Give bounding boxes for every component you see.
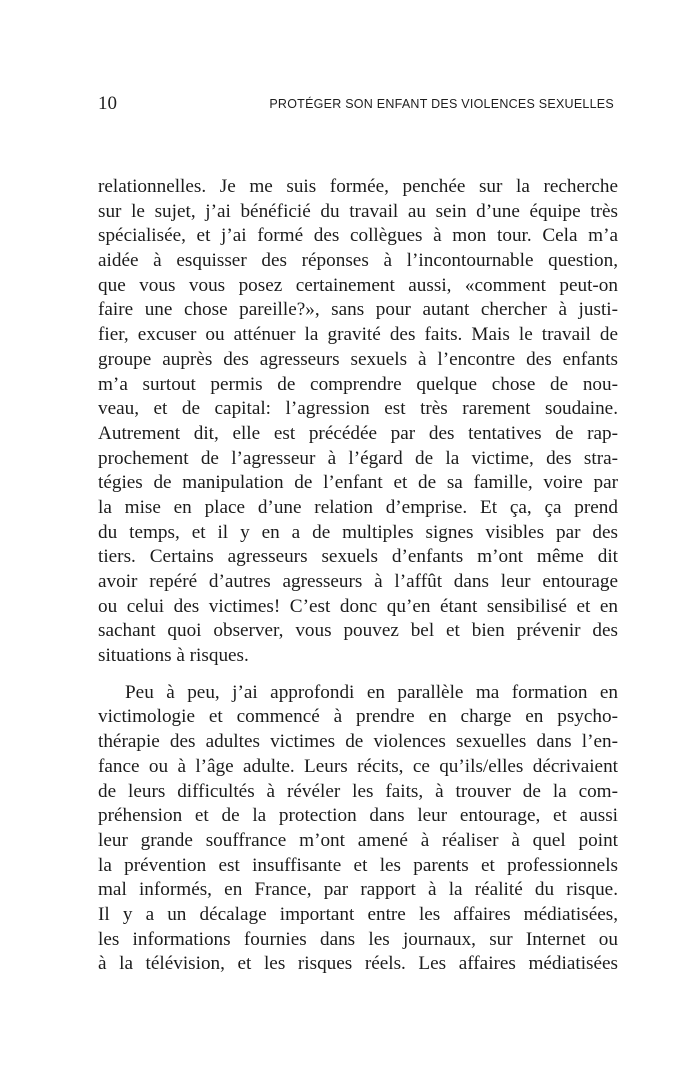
text-line: thérapie des adultes victimes de violences sexuelles dans l’en- <box>98 731 618 753</box>
paragraph-spacer <box>98 669 618 681</box>
text-line: la prévention est insuffisante et les parents et professionnels <box>98 854 618 876</box>
text-line: tiers. Certains agresseurs sexuels d’enfants m’ont même dit <box>98 546 618 568</box>
text-line: m’a surtout permis de comprendre quelque chose de nou- <box>98 373 618 395</box>
text-line: aidée à esquisser des réponses à l’incontournable question, <box>98 250 618 272</box>
text-line: les informations fournies dans les journaux, sur Internet ou <box>98 928 618 950</box>
text-line: tégies de manipulation de l’enfant et de sa famille, voire par <box>98 472 618 494</box>
text-line: prochement de l’agresseur à l’égard de la victime, des stra- <box>98 447 618 469</box>
text-line: faire une chose pareille?», sans pour autant chercher à justi- <box>98 299 618 321</box>
text-line: situations à risques. <box>98 645 249 667</box>
text-line: que vous vous posez certainement aussi, «comment peut-on <box>98 274 618 296</box>
running-title: PROTÉGER SON ENFANT DES VIOLENCES SEXUELLES <box>269 97 614 111</box>
text-line: Peu à peu, j’ai approfondi en parallèle ma formation en <box>125 681 618 703</box>
text-line: relationnelles. Je me suis formée, penchée sur la recherche <box>98 176 618 197</box>
text-line: Il y a un décalage important entre les affaires médiatisées, <box>98 903 618 925</box>
page-number: 10 <box>98 93 117 114</box>
text-line: préhension et de la protection dans leur entourage, et aussi <box>98 805 618 827</box>
text-line: leur grande souffrance m’ont amené à réaliser à quel point <box>98 829 618 851</box>
text-line: fance ou à l’âge adulte. Leurs récits, ce qu’ils/elles décrivaient <box>98 755 618 777</box>
text-line: Autrement dit, elle est précédée par des tentatives de rap- <box>98 422 618 444</box>
running-header <box>98 92 614 118</box>
text-line: spécialisée, et j’ai formé des collègues à mon tour. Cela m’a <box>98 225 618 247</box>
text-line: avoir repéré d’autres agresseurs à l’affût dans leur entourage <box>98 571 618 592</box>
paragraph-2 <box>98 681 618 977</box>
text-line: sachant quoi observer, vous pouvez bel et bien prévenir des <box>98 620 618 642</box>
text-line: groupe auprès des agresseurs sexuels à l’encontre des enfants <box>98 348 618 370</box>
text-line: victimologie et commencé à prendre en charge en psycho- <box>98 706 618 728</box>
body-text <box>98 175 618 977</box>
text-line: ou celui des victimes! C’est donc qu’en étant sensibilisé et en <box>98 595 618 617</box>
text-line: la mise en place d’une relation d’emprise. Et ça, ça prend <box>98 496 618 518</box>
text-line: à la télévision, et les risques réels. Les affaires médiatisées <box>98 953 618 975</box>
text-line: veau, et de capital: l’agression est très rarement soudaine. <box>98 398 618 420</box>
text-line: fier, excuser ou atténuer la gravité des faits. Mais le travail de <box>98 324 618 346</box>
text-line: sur le sujet, j’ai bénéficié du travail au sein d’une équipe très <box>98 200 618 222</box>
text-line: mal informés, en France, par rapport à la réalité du risque. <box>98 879 618 901</box>
text-line: de leurs difficultés à révéler les faits, à trouver de la com- <box>98 780 618 802</box>
text-line: du temps, et il y en a de multiples signes visibles par des <box>98 521 618 543</box>
paragraph-1 <box>98 175 618 669</box>
